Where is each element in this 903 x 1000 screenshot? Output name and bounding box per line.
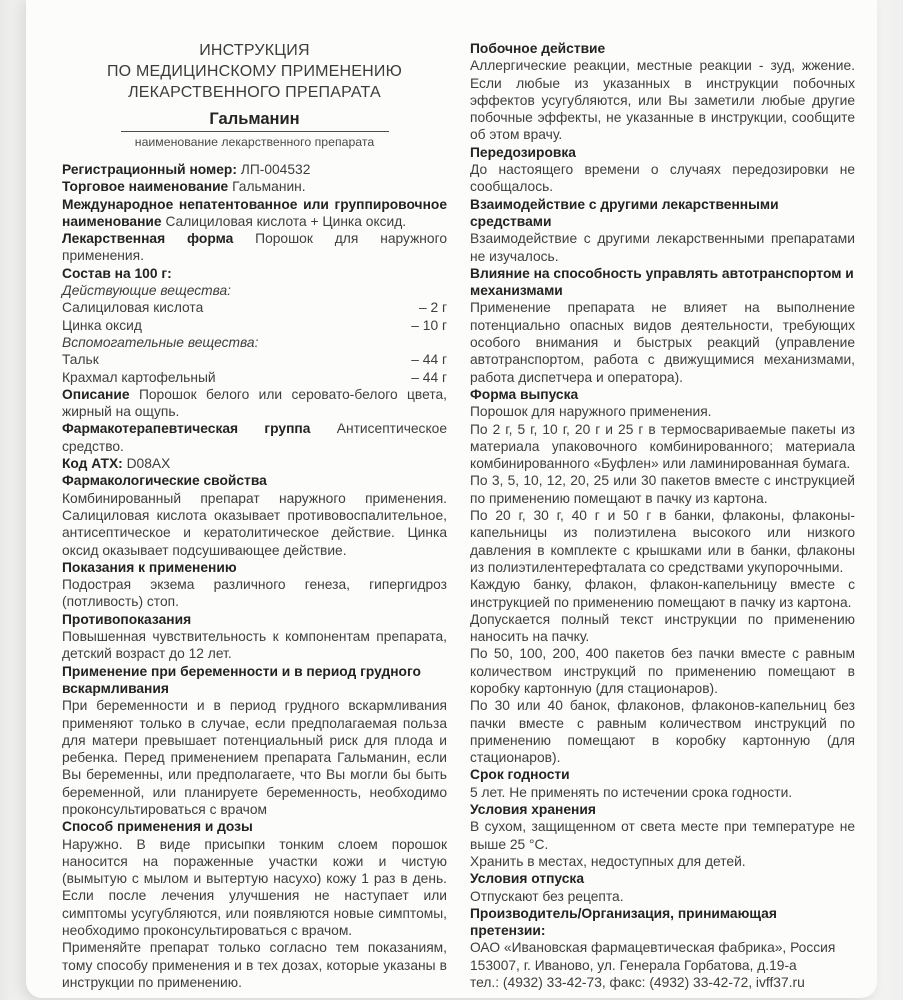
paragraph: Отпускают без рецепта.: [470, 888, 624, 904]
substance-name: Тальк: [62, 352, 99, 368]
substance-amount: – 10 г: [411, 317, 447, 333]
section-heading: Способ применения и дозы: [62, 819, 253, 835]
drug-name-caption: наименование лекарственного препарата: [134, 135, 375, 149]
section-heading: Влияние на способность управлять автотранспортом и механизмами: [470, 265, 854, 299]
labeled-paragraph: [62, 161, 447, 178]
paragraph: Наружно. В виде присыпки тонким слоем порошок наносится на пораженные участки кожи и чистую (вымытую с мылом и вытертую насухо) кожу 1 раз в день. Если после лечения улучшения не наступает или симптомы усугубляются, или появляются новые симптомы, необходимо проконсультироваться с врачом.: [62, 836, 447, 939]
section-heading: Условия хранения: [470, 802, 596, 818]
italic-subheading: Вспомогательные вещества:: [62, 334, 259, 350]
paragraph: При беременности и в период грудного вскармливания применяют только в случае, если предполагаемая польза для матери превышает потенциальный риск для плода и ребенка. Перед применением препарата Гальманин, если Вы беременны, или предполагаете, что Вы могли бы быть беременной, или планируете беременность, необходимо проконсультироваться с врачом: [62, 698, 447, 817]
section-heading: Форма выпуска: [470, 386, 579, 402]
composition-row: [62, 351, 447, 368]
field-value: D08AX: [126, 456, 171, 472]
field-label: Лекарственная форма: [62, 231, 256, 247]
leaflet-page: [26, 0, 877, 998]
section-heading: Срок годности: [470, 767, 570, 783]
composition-row: [62, 299, 447, 316]
paragraph: По 2 г, 5 г, 10 г, 20 г и 25 г в термосвариваемые пакеты из материала упаковочного комбинированного; материала комбинированного «Буфлен» или ламинированная бумага.: [470, 421, 855, 472]
paragraph: Допускается полный текст инструкции по применению наносить на пачку.: [470, 611, 855, 645]
labeled-paragraph: [62, 455, 447, 472]
paragraph: В сухом, защищенном от света месте при температуре не выше 25 °С.: [470, 819, 855, 852]
paragraph: До настоящего времени о случаях передозировки не сообщалось.: [470, 162, 855, 195]
substance-name: Крахмал картофельный: [62, 369, 216, 385]
field-value: Гальманин.: [232, 179, 306, 195]
field-value: Порошок для наружного применения.: [62, 231, 447, 264]
paragraph: По 3, 5, 10, 12, 20, 25 или 30 пакетов вместе с инструкцией по применению помещают в пачку из картона.: [470, 473, 855, 506]
paragraph: По 50, 100, 200, 400 пакетов без пачки вместе с равным количеством инструкций по применению помещают в коробку картонную (для стационаров).: [470, 646, 855, 696]
paragraph: Применение препарата не влияет на выполнение потенциально опасных видов деятельности, требующих особого внимания и быстрых реакций (управление автотранспортом, работа с движущимися механизмами, работа диспетчера и оператора).: [470, 300, 855, 385]
paragraph: Хранить в местах, недоступных для детей.: [470, 853, 746, 869]
document-title-line: ИНСТРУКЦИЯ: [199, 42, 310, 59]
composition-row: [62, 317, 447, 334]
section-heading: Побочное действие: [470, 41, 606, 56]
field-label: Фармакотерапевтическая группа: [62, 421, 337, 437]
drug-name: Гальманин: [209, 110, 300, 128]
paragraph: Каждую банку, флакон, флакон-капельницу вместе с инструкцией по применению помещают в пачку из картона.: [470, 577, 855, 610]
paragraph: Повышенная чувствительность к компонентам препарата, детский возраст до 12 лет.: [62, 629, 447, 662]
substance-amount: – 44 г: [411, 352, 447, 368]
paragraph: Порошок для наружного применения.: [470, 404, 712, 420]
section-heading: Взаимодействие с другими лекарственными средствами: [470, 196, 779, 229]
field-value: Антисептическое средство.: [62, 421, 447, 454]
paragraph: Взаимодействие с другими лекарственными препаратами не изучалось.: [470, 231, 855, 264]
document-title: [62, 40, 447, 103]
paragraph: ОАО «Ивановская фармацевтическая фабрика», Россия: [470, 940, 836, 956]
paragraph: 153007, г. Иваново, ул. Генерала Горбатова, д.19-а: [470, 957, 797, 973]
field-label: Описание: [62, 386, 139, 402]
field-value: Порошок белого или серовато-белого цвета, жирный на ощупь.: [62, 386, 447, 420]
paragraph: Аллергические реакции, местные реакции - зуд, жжение. Если любые из указанных в инструкции побочных эффектов усугубляются, или Вы заметили любые другие побочные эффекты, не указанные в инструкции, сообщите об этом врачу.: [470, 58, 855, 143]
substance-name: Цинка оксид: [62, 317, 142, 333]
field-value: ЛП-004532: [240, 162, 311, 177]
labeled-paragraph: [62, 230, 447, 265]
section-heading: Передозировка: [470, 144, 576, 160]
paragraph: тел.: (4932) 33-42-73, факс: (4932) 33-42-72, ivff37.ru: [470, 975, 805, 991]
composition-row: [62, 369, 447, 386]
substance-amount: – 44 г: [411, 369, 447, 385]
labeled-paragraph: [62, 196, 447, 231]
section-heading: Показания к применению: [62, 559, 237, 575]
drug-name-underline: [121, 131, 389, 132]
field-value: Салициловая кислота + Цинка оксид.: [165, 213, 407, 229]
paragraph: Применяйте препарат только согласно тем показаниям, тому способу применения и в тех дозах, которые указаны в инструкции по применению.: [62, 940, 447, 990]
paragraph: По 30 или 40 банок, флаконов, флаконов-капельниц без пачки вместе с равным количеством инструкций по применению помещают в коробку картонную (для стационаров).: [470, 698, 855, 766]
field-label: Международное непатентованное или группировочное наименование: [62, 196, 447, 229]
section-heading: Условия отпуска: [470, 871, 584, 887]
paragraph: 5 лет. Не применять по истечении срока годности.: [470, 784, 793, 800]
section-heading: Применение при беременности и в период грудного вскармливания: [62, 663, 421, 696]
left-column: [62, 40, 447, 998]
left-column-blocks: [62, 161, 447, 991]
section-heading: Фармакологические свойства: [62, 473, 267, 489]
section-heading: Состав на 100 г:: [62, 265, 172, 281]
right-column: [470, 40, 855, 998]
paragraph: Подострая экзема различного генеза, гипергидроз (потливость) стоп.: [62, 577, 447, 610]
paragraph: По 20 г, 30 г, 40 г и 50 г в банки, флаконы, флаконы-капельницы из полиэтилена высокого или низкого давления в комплекте с крышками или в банки, флаконы из полиэтилентерефталата со средствами укупорочными.: [470, 508, 855, 575]
document-header: [62, 40, 447, 150]
italic-subheading: Действующие вещества:: [62, 283, 232, 299]
document-title-line: ПО МЕДИЦИНСКОМУ ПРИМЕНЕНИЮ: [106, 63, 402, 80]
document-title-line: ЛЕКАРСТВЕННОГО ПРЕПАРАТА: [128, 84, 381, 101]
field-label: Регистрационный номер:: [62, 162, 241, 177]
substance-amount: – 2 г: [418, 300, 447, 316]
substance-name: Салициловая кислота: [62, 300, 204, 316]
labeled-paragraph: [62, 178, 447, 195]
paragraph: Комбинированный препарат наружного применения. Салициловая кислота оказывает противовоспалительное, антисептическое и кератолитическое действие. Цинка оксид оказывает подсушивающее действие.: [62, 490, 447, 558]
field-label: Торговое наименование: [62, 179, 233, 195]
section-heading: Противопоказания: [62, 611, 192, 627]
section-heading: Производитель/Организация, принимающая претензии:: [470, 905, 777, 939]
labeled-paragraph: [62, 386, 447, 421]
field-label: Код АТХ:: [62, 456, 127, 472]
labeled-paragraph: [62, 420, 447, 455]
